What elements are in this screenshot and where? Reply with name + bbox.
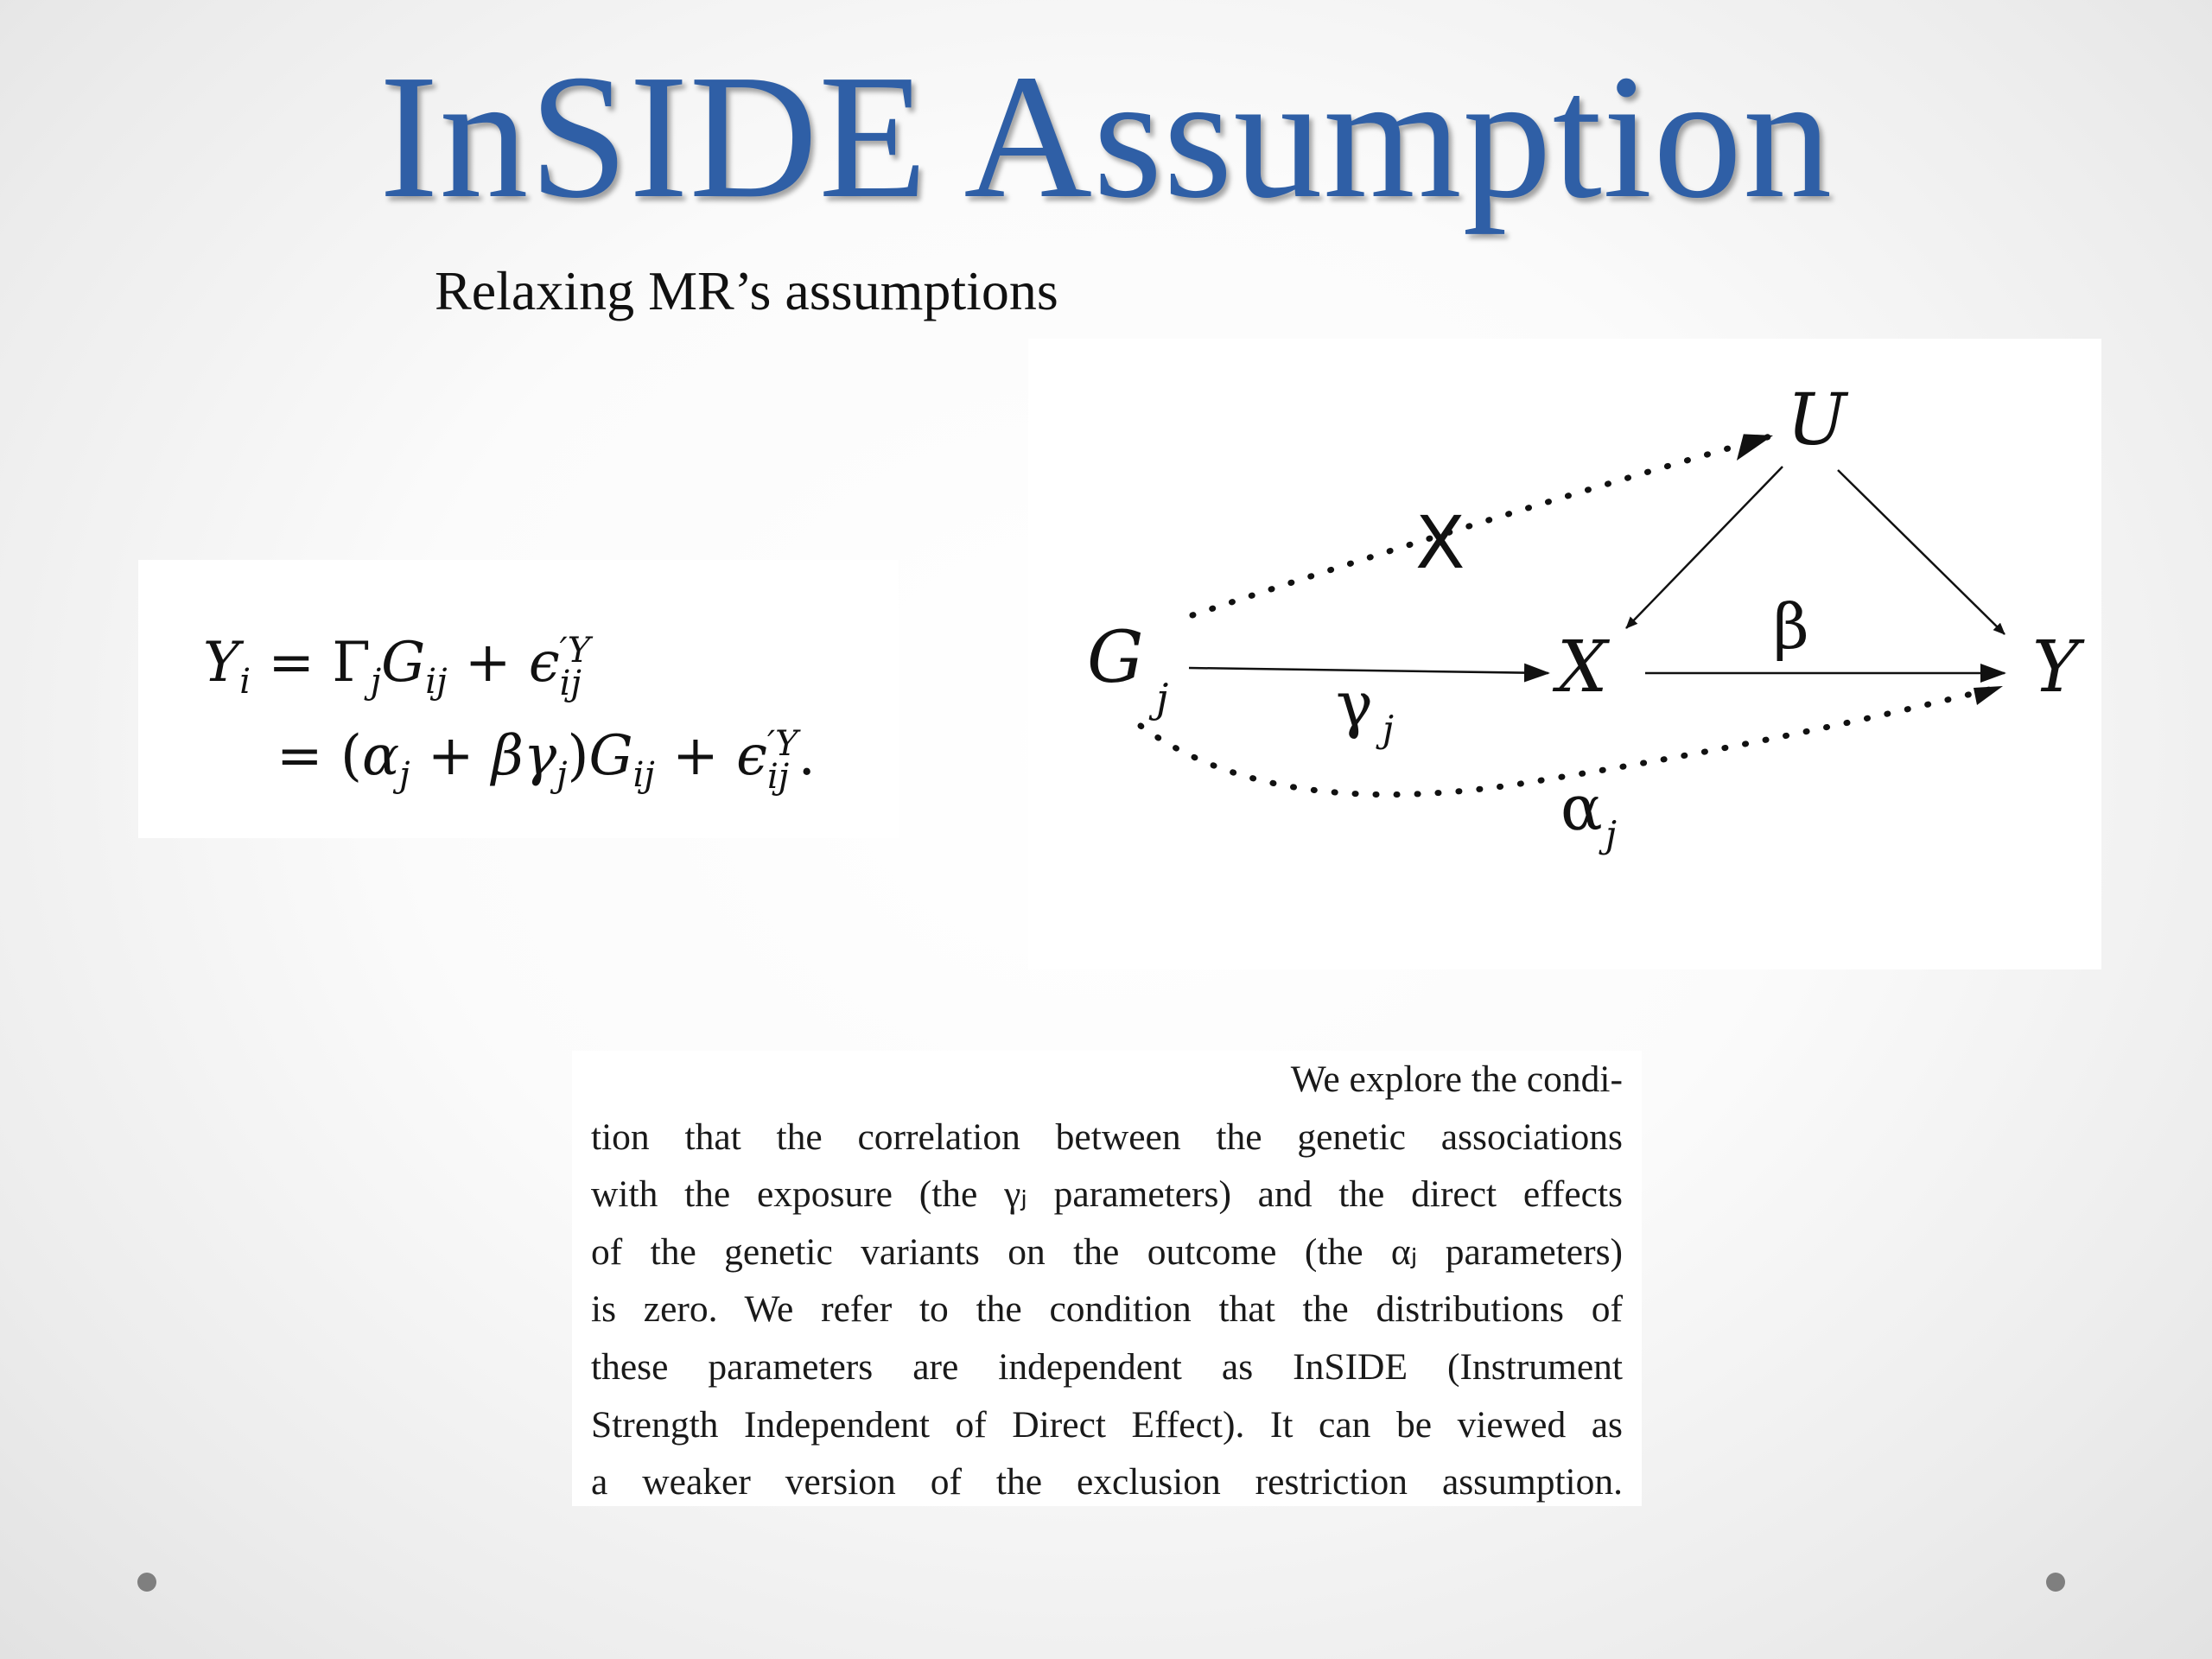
beta-label: β — [1773, 590, 1809, 663]
node-u: U — [1787, 379, 1847, 461]
quote-line: tion that the correlation between the genetic associations — [591, 1116, 1623, 1158]
decorative-dot-right — [2046, 1573, 2065, 1592]
quote-line: these parameters are independent as InSIDE (Instrument — [591, 1345, 1623, 1388]
dag-panel — [1028, 339, 2101, 969]
equation-panel — [138, 560, 899, 838]
node-g: G — [1087, 617, 1144, 699]
slide-subtitle: Relaxing MR’s assumptions — [435, 260, 1058, 321]
slide-title: InSIDE Assumption — [378, 37, 1834, 235]
quote-line: is zero. We refer to the condition that the distributions of — [591, 1288, 1623, 1331]
dotted-arrow-g-to-u — [1192, 435, 1773, 615]
node-g-subscript: j — [1156, 675, 1169, 721]
alpha-label: α — [1560, 772, 1603, 844]
quote-line: with the exposure (the γⱼ parameters) and the direct effects — [591, 1173, 1623, 1216]
arrow-u-to-y — [1838, 470, 2005, 634]
alpha-subscript: j — [1605, 813, 1618, 855]
node-y: Y — [2032, 626, 2080, 709]
equation-line-2: = $(\alpha_j + \beta\gamma_j)G_{ij} + \epsilon'Y$ ij . — [276, 723, 816, 797]
decorative-dot-left — [137, 1573, 156, 1592]
node-x: X — [1557, 626, 1608, 709]
gamma-label: γ — [1336, 668, 1374, 741]
quote-line: Strength Independent of Direct Effect). It can be viewed as — [591, 1403, 1623, 1446]
quote-panel — [572, 1051, 1642, 1506]
arrow-u-to-x — [1626, 467, 1783, 628]
blocked-cross-label: X — [1415, 500, 1465, 585]
quote-line: of the genetic variants on the outcome (the αⱼ parameters) — [591, 1230, 1623, 1273]
gamma-subscript: j — [1382, 708, 1395, 750]
causal-diagram — [1028, 339, 2101, 969]
quote-paragraph — [591, 1051, 1623, 1511]
arrowhead-u — [1735, 432, 1775, 461]
equation-line-1: $Y_i = \Gamma_jG_{ij} + \epsilon'Y$ ij — [203, 630, 591, 703]
quote-line: a weaker version of the exclusion restriction assumption. — [591, 1461, 1623, 1503]
arrowhead-y-dotted — [1974, 686, 2003, 705]
quote-line: We explore the condi- — [1290, 1058, 1623, 1100]
